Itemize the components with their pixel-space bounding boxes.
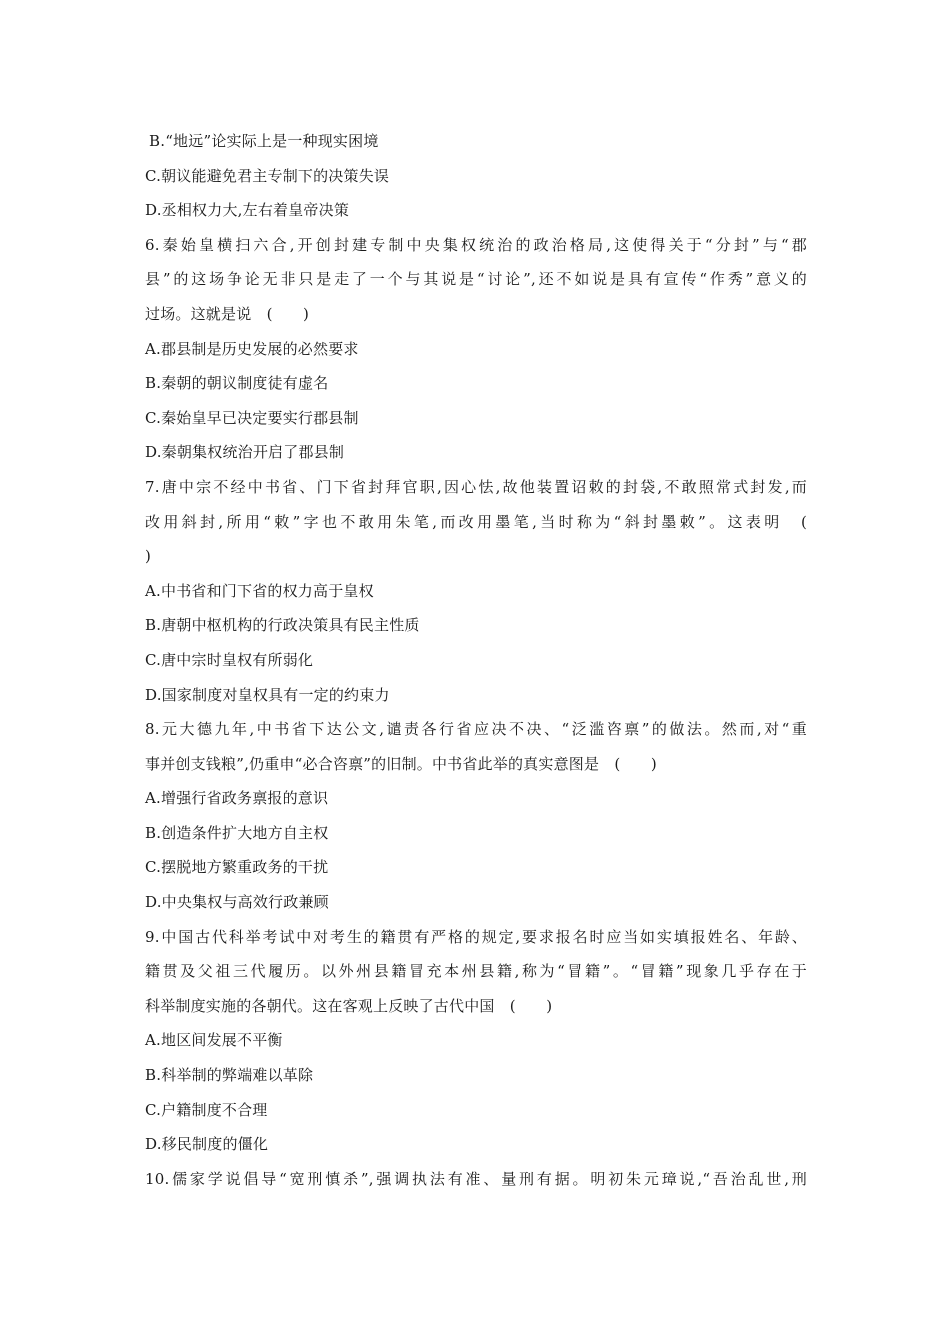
option-b: B.秦朝的朝议制度徒有虚名 — [145, 374, 329, 393]
option-a: A.中书省和门下省的权力高于皇权 — [145, 581, 374, 600]
question-7 — [145, 470, 807, 712]
question-stem-line: 科举制度实施的各朝代。这在客观上反映了古代中国 ( ) — [145, 996, 553, 1015]
option-d: D.秦朝集权统治开启了郡县制 — [145, 443, 345, 462]
document-page — [145, 124, 807, 1196]
option-b: B.创造条件扩大地方自主权 — [145, 823, 329, 842]
option-d: D.丞相权力大,左右着皇帝决策 — [145, 201, 350, 220]
question-stem-line: 6.秦始皇横扫六合,开创封建专制中央集权统治的政治格局,这使得关于“分封”与“郡 — [145, 235, 807, 254]
option-c: C.朝议能避免君主专制下的决策失误 — [145, 166, 390, 185]
question-9 — [145, 920, 807, 1162]
question-stem-line: 7.唐中宗不经中书省、门下省封拜官职,因心怯,故他装置诏敕的封袋,不敢照常式封发,而 — [145, 477, 807, 496]
question-stem-line: ) — [145, 547, 152, 566]
question-stem-line: 过场。这就是说 ( ) — [145, 304, 310, 323]
question-stem-line: 县”的这场争论无非只是走了一个与其说是“讨论”,还不如说是具有宣传“作秀”意义的 — [145, 270, 807, 289]
option-c: C.户籍制度不合理 — [145, 1100, 268, 1119]
option-d: D.中央集权与高效行政兼顾 — [145, 893, 329, 912]
option-b: B.唐朝中枢机构的行政决策具有民主性质 — [145, 616, 420, 635]
option-c: C.秦始皇早已决定要实行郡县制 — [145, 408, 359, 427]
option-d: D.移民制度的僵化 — [145, 1135, 269, 1154]
question-6 — [145, 228, 807, 470]
option-b: B.“地远”论实际上是一种现实困境 — [149, 132, 379, 150]
option-a: A.地区间发展不平衡 — [145, 1031, 283, 1050]
option-a: A.郡县制是历史发展的必然要求 — [145, 339, 359, 358]
option-a: A.增强行省政务禀报的意识 — [145, 789, 329, 808]
option-c: C.唐中宗时皇权有所弱化 — [145, 650, 314, 669]
question-stem-line: 10.儒家学说倡导“宽刑慎杀”,强调执法有准、量刑有据。明初朱元璋说,“吾治乱世,刑 — [145, 1169, 807, 1188]
option-b: B.科举制的弊端难以革除 — [145, 1066, 314, 1085]
question-stem-line: 籍贯及父祖三代履历。以外州县籍冒充本州县籍,称为“冒籍”。“冒籍”现象几乎存在于 — [145, 962, 807, 981]
question-stem-line: 事并创支钱粮”,仍重申“必合咨禀”的旧制。中书省此举的真实意图是 ( ) — [145, 754, 657, 773]
question-5-continued — [145, 124, 807, 228]
option-d: D.国家制度对皇权具有一定的约束力 — [145, 685, 390, 704]
question-8 — [145, 712, 807, 920]
question-stem-line: 9.中国古代科举考试中对考生的籍贯有严格的规定,要求报名时应当如实填报姓名、年龄、 — [145, 927, 807, 946]
option-c: C.摆脱地方繁重政务的干扰 — [145, 858, 329, 877]
question-stem-line: 8.元大德九年,中书省下达公文,谴责各行省应决不决、“泛滥咨禀”的做法。然而,对“重 — [145, 720, 807, 739]
question-10 — [145, 1162, 807, 1197]
question-stem-line: 改用斜封,所用“敕”字也不敢用朱笔,而改用墨笔,当时称为“斜封墨敕”。这表明 ( — [145, 512, 807, 531]
